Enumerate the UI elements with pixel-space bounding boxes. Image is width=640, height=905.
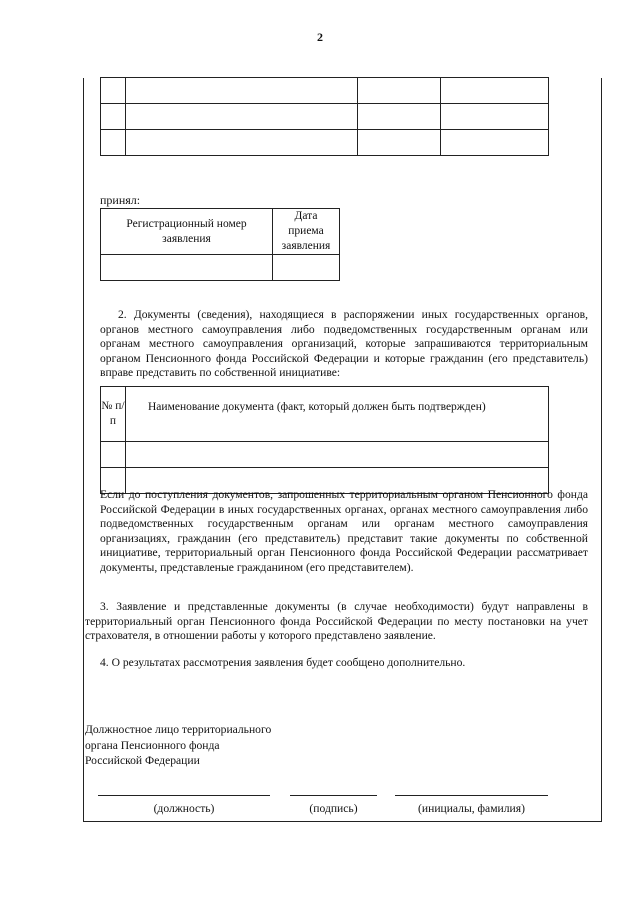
table-header-row	[101, 209, 340, 255]
registration-number-header: Регистрационный номер заявления	[101, 209, 273, 255]
table-cell	[441, 130, 549, 156]
table-cell	[101, 442, 126, 468]
table-row	[101, 130, 549, 156]
documents-table	[100, 386, 549, 494]
name-caption: (инициалы, фамилия)	[418, 802, 525, 815]
acceptance-date-header: Дата приема заявления	[273, 209, 340, 255]
paragraph-2: 2. Документы (сведения), находящиеся в распоряжении иных государственных органов, органов местного самоуправления либо подведомственных государственным органам или органам местного самоуправления организаций, которые запрашиваются территориальным органом Пенсионного фонда Российской Федерации и которые гражданин (его представитель) вправе представить по собственной инициативе:	[100, 308, 588, 380]
table-cell	[126, 104, 358, 130]
paragraph-if: Если до поступления документов, запрошенных территориальным органом Пенсионного фонда Российской Федерации в иных государственных органах, органах местного самоуправления либо подведомственных государственным органам или органам местного самоуправления организациях, гражданин (его представитель) представит такие документы по собственной инициативе, территориальный орган Пенсионного фонда Российской Федерации рассматривает документы, представленые гражданином (его представителем).	[100, 488, 588, 574]
table-cell	[358, 78, 441, 104]
accepted-label: принял:	[100, 193, 141, 207]
position-line[interactable]	[98, 795, 270, 796]
acceptance-date-cell[interactable]	[273, 255, 340, 281]
document-name-header: Наименование документа (факт, который должен быть подтвержден)	[126, 387, 549, 442]
table-cell	[126, 130, 358, 156]
position-caption: (должность)	[153, 802, 215, 815]
official-line-3: Российской Федерации	[85, 754, 200, 767]
table-cell	[101, 104, 126, 130]
table-row	[101, 255, 340, 281]
table-cell	[358, 130, 441, 156]
official-line-1: Должностное лицо территориального	[85, 723, 272, 736]
table-cell	[126, 442, 549, 468]
number-column-header: № п/п	[101, 387, 126, 442]
official-block	[85, 722, 271, 769]
page-number: 2	[317, 30, 323, 44]
table-cell	[126, 78, 358, 104]
official-line-2: органа Пенсионного фонда	[85, 738, 220, 752]
registration-number-cell[interactable]	[101, 255, 273, 281]
table-row	[101, 442, 549, 468]
name-line[interactable]	[395, 795, 548, 796]
signature-caption: (подпись)	[309, 802, 358, 815]
top-table	[100, 77, 549, 156]
table-cell	[441, 78, 549, 104]
table-row	[101, 78, 549, 104]
table-cell	[441, 104, 549, 130]
table-cell	[101, 78, 126, 104]
table-row	[101, 104, 549, 130]
registration-table	[100, 208, 340, 281]
table-cell	[101, 130, 126, 156]
paragraph-3: 3. Заявление и представленные документы (в случае необходимости) будут направлены в территориальный орган Пенсионного фонда Российской Федерации по месту постановки на учет страхователя, в отношении работы у которого представлено заявление.	[85, 600, 588, 643]
signature-line[interactable]	[290, 795, 377, 796]
paragraph-4: 4. О результатах рассмотрения заявления будет сообщено дополнительно.	[100, 656, 466, 669]
table-cell	[358, 104, 441, 130]
table-header-row	[101, 387, 549, 442]
